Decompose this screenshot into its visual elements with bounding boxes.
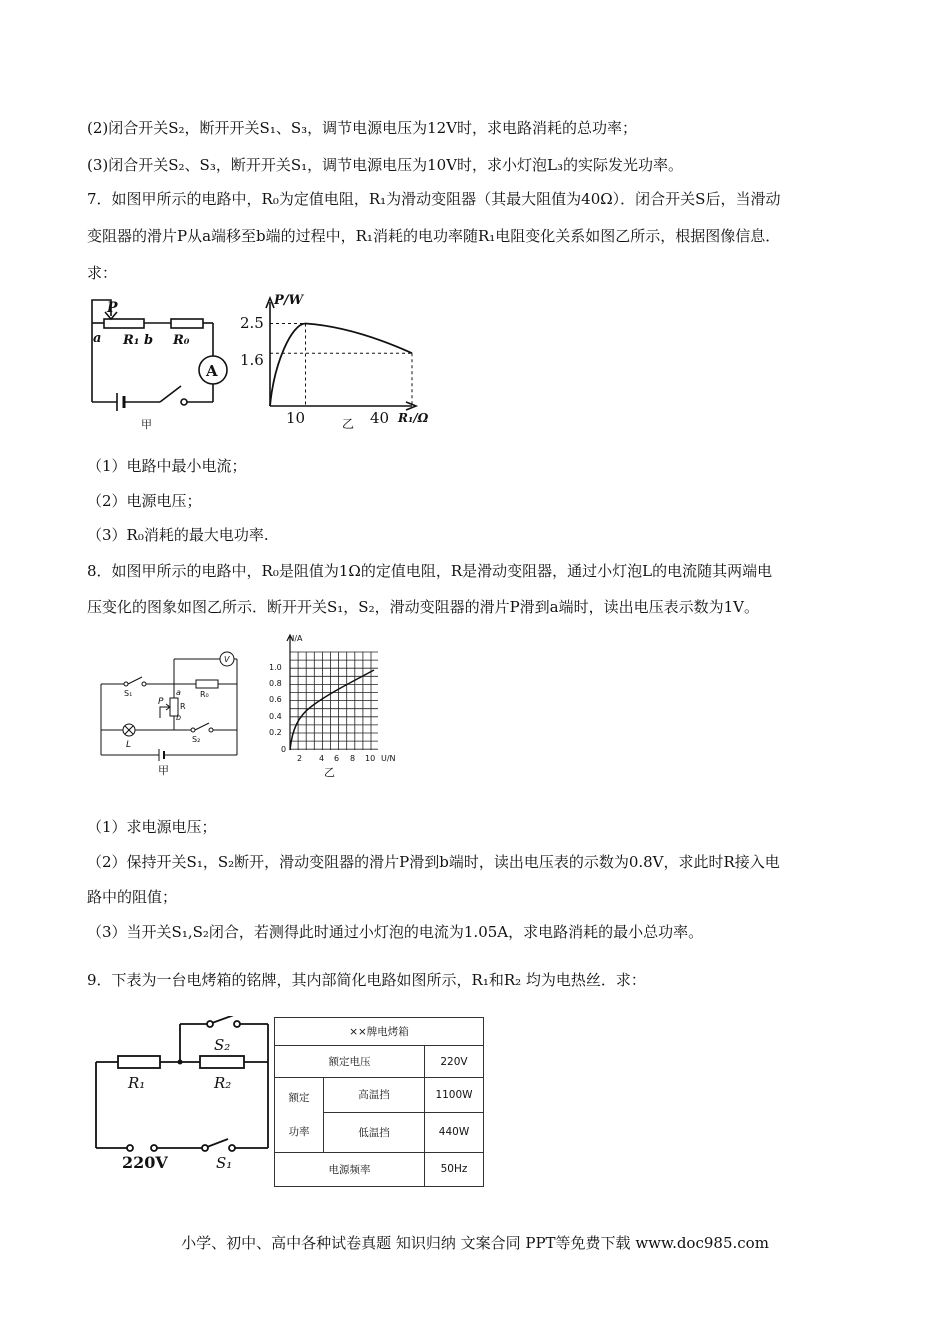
- q8-label-R0: R₀: [200, 690, 209, 699]
- q7-ammeter-A: A: [206, 362, 218, 380]
- q7-q1: （1）电路中最小电流；: [87, 457, 247, 475]
- q8-xtick-4: 4: [319, 754, 325, 763]
- q8-stem-line2: 压变化的图象如图乙所示．断开开关S₁，S₂，滑动变阻器的滑片P滑到a端时，读出电压表示数为1V。: [87, 598, 759, 616]
- q8-label-S2: S₂: [192, 735, 201, 744]
- q8-ytick-0-8: 0.8: [269, 679, 282, 688]
- nameplate-freq-value: 50Hz: [425, 1152, 484, 1186]
- q8-label-L: L: [126, 740, 132, 750]
- q8-q3: （3）当开关S₁,S₂闭合，若测得此时通过小灯泡的电流为1.05A，求电路消耗的最小总功率。: [87, 923, 704, 941]
- q6-part2: (2)闭合开关S₂，断开开关S₁、S₃，调节电源电压为12V时，求电路消耗的总功率；: [87, 119, 638, 137]
- q8-q2-line1: （2）保持开关S₁，S₂断开，滑动变阻器的滑片P滑到b端时，读出电压表的示数为0.8V，求此时R接入电: [87, 853, 780, 871]
- nameplate-freq-label: 电源频率: [275, 1152, 425, 1186]
- q7-xtick-40: 40: [370, 409, 390, 427]
- q8-label-a: a: [176, 688, 181, 697]
- q8-ytick-0: 0: [281, 745, 287, 754]
- q7-label-a: a: [93, 331, 102, 346]
- q8-xtick-2: 2: [297, 754, 303, 763]
- q8-caption-jia: 甲: [158, 764, 169, 777]
- q8-stem-line1: 8．如图甲所示的电路中，R₀是阻值为1Ω的定值电阻，R是滑动变阻器，通过小灯泡L的电流随其两端电: [87, 562, 773, 580]
- q8-graph-figure: [268, 630, 413, 782]
- q8-xlabel: U/N: [381, 754, 396, 763]
- q9-stem: 9．下表为一台电烤箱的铭牌，其内部简化电路如图所示，R₁和R₂ 均为电热丝．求：: [87, 971, 646, 989]
- q8-label-S1: S₁: [124, 689, 133, 698]
- q9-label-R2: R₂: [214, 1074, 232, 1092]
- q8-label-b: b: [176, 713, 182, 722]
- q7-label-P: P: [107, 300, 118, 316]
- q8-ylabel: I/A: [292, 634, 303, 643]
- q8-q2-line2: 路中的阻值；: [87, 888, 178, 906]
- q8-voltmeter-V: V: [224, 655, 230, 664]
- nameplate-rated-power-label-2: 功率: [288, 1126, 310, 1139]
- nameplate-rated-voltage: 220V: [425, 1046, 484, 1078]
- q7-ytick-1-6: 1.6: [240, 351, 264, 369]
- page-footer: 小学、初中、高中各种试卷真题 知识归纳 文案合同 PPT等免费下载 www.doc985.com: [181, 1234, 769, 1252]
- q9-circuit-figure: [92, 1016, 272, 1176]
- q7-q3: （3）R₀消耗的最大电功率.: [87, 526, 269, 544]
- q7-stem-line1: 7．如图甲所示的电路中，R₀为定值电阻，R₁为滑动变阻器（其最大阻值为40Ω）．闭合开关S后，当滑动: [87, 190, 781, 208]
- q7-xtick-10: 10: [286, 409, 306, 427]
- q8-iu-curve: [290, 670, 374, 750]
- q8-xtick-10: 10: [365, 754, 376, 763]
- q7-stem-line3: 求：: [87, 264, 118, 282]
- q7-ylabel: P/W: [274, 293, 304, 308]
- q7-xlabel: R₁/Ω: [398, 411, 429, 425]
- nameplate-rated-power-label-1: 额定: [288, 1092, 310, 1105]
- q8-ytick-0-4: 0.4: [269, 712, 282, 721]
- q8-ytick-0-2: 0.2: [269, 728, 282, 737]
- nameplate-rated-voltage-label: 额定电压: [275, 1046, 425, 1078]
- q8-label-R: R: [180, 702, 186, 711]
- q7-q2: （2）电源电压；: [87, 492, 202, 510]
- q7-caption-yi: 乙: [342, 417, 355, 431]
- q8-ytick-0-6: 0.6: [269, 695, 282, 704]
- q9-label-220V: 220V: [122, 1153, 168, 1172]
- q7-caption-jia: 甲: [141, 418, 152, 431]
- q7-label-R0: R₀: [173, 333, 190, 348]
- q9-label-R1: R₁: [128, 1074, 146, 1092]
- nameplate-low-value: 440W: [425, 1112, 484, 1152]
- q8-xtick-8: 8: [350, 754, 356, 763]
- q6-part3: (3)闭合开关S₂、S₃，断开开关S₁，调节电源电压为10V时，求小灯泡L₃的实际发光功率。: [87, 156, 684, 174]
- q7-ytick-2-5: 2.5: [240, 314, 264, 332]
- q8-label-P: P: [158, 697, 164, 707]
- q7-graph-figure: [236, 290, 446, 435]
- q7-stem-line2: 变阻器的滑片P从a端移至b端的过程中，R₁消耗的电功率随R₁电阻变化关系如图乙所示，根据图像信息．: [87, 227, 781, 245]
- q9-label-S1: S₁: [216, 1154, 233, 1172]
- q8-caption-yi: 乙: [324, 766, 335, 779]
- q8-xtick-6: 6: [334, 754, 340, 763]
- q7-circuit-figure: [85, 292, 235, 432]
- nameplate-high-value: 1100W: [425, 1078, 484, 1112]
- nameplate-rated-power-label: [275, 1078, 324, 1152]
- q8-circuit-figure: [96, 624, 246, 779]
- nameplate-high-label: 高温挡: [324, 1078, 425, 1112]
- q7-label-R1b: R₁ b: [123, 333, 154, 348]
- q7-power-curve: [270, 324, 412, 407]
- q9-nameplate-table: [274, 1017, 484, 1187]
- q9-label-S2: S₂: [214, 1036, 231, 1054]
- q8-ytick-1-0: 1.0: [269, 663, 282, 672]
- nameplate-title: ××牌电烤箱: [275, 1018, 484, 1046]
- q8-q1: （1）求电源电压；: [87, 818, 217, 836]
- nameplate-low-label: 低温挡: [324, 1112, 425, 1152]
